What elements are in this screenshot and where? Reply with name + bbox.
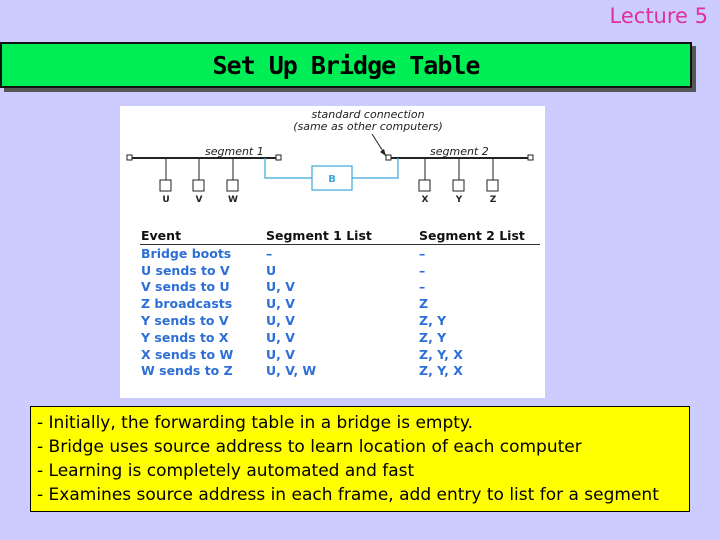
computer-v-label: V — [195, 195, 203, 205]
segment-1-label: segment 1 — [205, 145, 264, 158]
cell-event: Bridge boots — [141, 245, 232, 261]
bullet-item: - Examines source address in each frame, add entry to list for a segment — [37, 485, 659, 505]
table-row — [140, 329, 540, 346]
table-header — [140, 226, 540, 245]
table-row — [140, 346, 540, 363]
cell-segment-1: – — [266, 245, 273, 261]
lecture-label: Lecture 5 — [609, 4, 708, 28]
bullet-item: - Initially, the forwarding table in a bridge is empty. — [37, 413, 473, 433]
table-row — [140, 312, 540, 329]
cell-segment-1: U, V, W — [266, 363, 317, 379]
cell-event: W sends to Z — [141, 363, 233, 379]
segment-1-right-terminator — [276, 155, 281, 160]
bullet-box — [30, 406, 690, 512]
header-segment-2-list: Segment 2 List — [419, 227, 525, 243]
cell-event: Y sends to X — [141, 329, 229, 345]
cell-segment-1: U, V — [266, 346, 295, 362]
cell-segment-2: – — [419, 279, 426, 295]
cell-segment-2: Z — [419, 296, 429, 312]
slide-title: Set Up Bridge Table — [212, 50, 480, 80]
cell-event: U sends to V — [141, 262, 230, 278]
computer-x-box — [419, 180, 430, 191]
bridge-link-left — [265, 158, 312, 178]
cell-segment-2: Z, Y — [419, 329, 447, 345]
computer-w-label: W — [228, 195, 238, 205]
header-segment-1-list: Segment 1 List — [266, 227, 372, 243]
cell-segment-2: Z, Y, X — [419, 346, 463, 362]
cell-segment-2: Z, Y, X — [419, 363, 463, 379]
computer-z-label: Z — [489, 195, 497, 205]
computer-w-box — [227, 180, 238, 191]
computer-u-label: U — [162, 195, 170, 205]
bridge-link-right — [352, 158, 398, 178]
table-row — [140, 295, 540, 312]
computer-x-label: X — [421, 195, 429, 205]
bridge-label: B — [328, 174, 336, 185]
arrow-head — [380, 149, 386, 156]
computer-y-box — [453, 180, 464, 191]
computer-z-box — [487, 180, 498, 191]
standard-connection-label: standard connection — [311, 108, 425, 121]
cell-segment-2: – — [419, 262, 426, 278]
cell-event: Z broadcasts — [141, 296, 233, 312]
cell-segment-1: U — [266, 262, 277, 278]
segment-1-left-terminator — [127, 155, 132, 160]
title-banner — [0, 42, 692, 88]
header-event: Event — [141, 227, 182, 243]
bridge-figure — [120, 106, 545, 398]
computer-v-box — [193, 180, 204, 191]
bullet-item: - Learning is completely automated and fast — [37, 461, 415, 481]
cell-segment-1: U, V — [266, 329, 295, 345]
bullet-item: - Bridge uses source address to learn location of each computer — [37, 437, 582, 457]
computer-y-label: Y — [455, 195, 463, 205]
cell-segment-1: U, V — [266, 279, 295, 295]
cell-segment-1: U, V — [266, 313, 295, 329]
table-row — [140, 363, 540, 380]
cell-event: Y sends to V — [141, 313, 229, 329]
bridge-diagram — [120, 106, 545, 221]
table-row — [140, 245, 540, 262]
standard-connection-sublabel: (same as other computers) — [293, 120, 443, 133]
cell-event: V sends to U — [141, 279, 230, 295]
segment-2-left-terminator — [386, 155, 391, 160]
table-row — [140, 262, 540, 279]
cell-segment-2: – — [419, 245, 426, 261]
cell-segment-2: Z, Y — [419, 313, 447, 329]
computer-u-box — [160, 180, 171, 191]
table-row — [140, 279, 540, 296]
segment-2-label: segment 2 — [430, 145, 489, 158]
segment-2-right-terminator — [528, 155, 533, 160]
bridge-table — [140, 226, 540, 379]
cell-segment-1: U, V — [266, 296, 295, 312]
cell-event: X sends to W — [141, 346, 234, 362]
